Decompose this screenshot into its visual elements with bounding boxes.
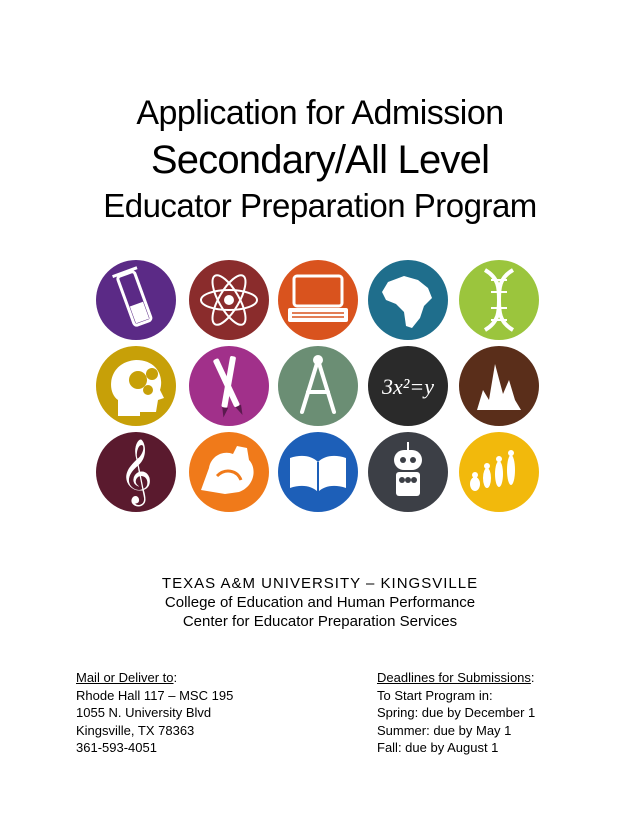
mail-phone: 361-593-4051	[76, 740, 157, 756]
math-equation-icon	[368, 346, 448, 426]
treble-clef-icon	[96, 432, 176, 512]
title-line-3: Educator Preparation Program	[103, 187, 537, 224]
subject-icon-grid	[96, 258, 540, 516]
paintbrushes-icon	[189, 346, 269, 426]
title-line-2: Secondary/All Level	[150, 138, 490, 182]
test-tube-icon	[96, 260, 176, 340]
atom-icon	[189, 260, 269, 340]
mail-address-block	[76, 669, 233, 757]
deadline-summer: Summer: due by May 1	[377, 722, 512, 738]
university-name: TEXAS A&M UNIVERSITY – KINGSVILLE	[161, 575, 479, 592]
deadline-spring: Spring: due by December 1	[377, 705, 536, 721]
mail-heading-colon: :	[173, 670, 178, 685]
mail-line-1: Rhode Hall 117 – MSC 195	[76, 687, 234, 703]
deadlines-block	[377, 669, 535, 757]
crystal-icon	[459, 346, 539, 426]
deadline-fall: Fall: due by August 1	[377, 740, 499, 756]
mail-heading-text: Mail or Deliver to	[76, 670, 174, 685]
drafting-compass-icon	[278, 346, 358, 426]
deadlines-intro: To Start Program in:	[377, 687, 493, 703]
mail-line-3: Kingsville, TX 78363	[76, 722, 195, 738]
center-name: Center for Educator Preparation Services	[182, 613, 458, 630]
deadlines-heading	[377, 669, 535, 687]
math-equation-label: 3x²=y	[382, 374, 434, 399]
dna-icon	[459, 260, 539, 340]
title-line-1: Application for Admission	[136, 94, 504, 132]
college-name: College of Education and Human Performance	[164, 594, 476, 611]
open-book-icon	[278, 432, 358, 512]
deadlines-heading-colon: :	[530, 670, 535, 685]
head-gears-icon	[96, 346, 176, 426]
deadlines-heading-text: Deadlines for Submissions	[377, 670, 531, 685]
institution-block	[0, 574, 640, 631]
svg-text:𝄞: 𝄞	[119, 439, 153, 504]
mail-heading	[76, 669, 233, 687]
africa-map-icon	[368, 260, 448, 340]
mail-line-2: 1055 N. University Blvd	[76, 705, 212, 721]
laptop-icon	[278, 260, 358, 340]
robot-icon	[368, 432, 448, 512]
flexed-arm-icon	[189, 432, 269, 512]
evolution-icon	[459, 432, 539, 512]
document-title	[0, 92, 640, 226]
